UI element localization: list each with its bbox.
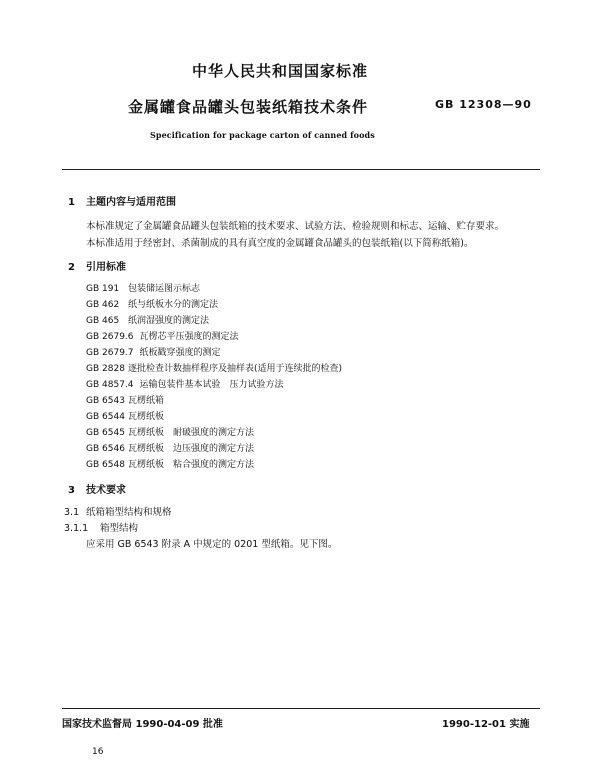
reference-code: GB 465	[86, 316, 120, 326]
section-1-number: 1	[68, 197, 75, 208]
subsection-3-1-title: 纸箱箱型结构和规格	[86, 507, 172, 518]
implementation-date: 1990-12-01 实施	[442, 719, 530, 730]
header-divider	[62, 169, 540, 170]
reference-title: 瓦楞纸箱	[128, 396, 165, 406]
section-2-title: 引用标准	[86, 262, 126, 273]
subsection-3-1-number: 3.1	[64, 507, 80, 518]
page-number: 16	[92, 747, 104, 757]
subsection-3-1-1-number: 3.1.1	[64, 523, 89, 534]
reference-code: GB 462	[86, 300, 120, 310]
reference-code: GB 2679.7	[86, 348, 134, 358]
section-2-number: 2	[68, 262, 75, 273]
section-1-paragraph-1: 本标准规定了金属罐食品罐头包装纸箱的技术要求、试验方法、检验规则和标志、运输、贮存要求。	[86, 221, 505, 232]
section-1-title: 主题内容与适用范围	[86, 197, 176, 208]
reference-code: GB 6544	[86, 412, 125, 422]
section-2-heading	[68, 258, 126, 273]
reference-item	[86, 377, 284, 390]
reference-item	[86, 457, 254, 470]
reference-code: GB 191	[86, 284, 120, 294]
reference-item	[86, 425, 254, 438]
section-3-heading	[68, 481, 126, 496]
reference-title: 包装储运图示标志	[128, 284, 201, 294]
reference-title: 瓦楞纸板 边压强度的测定方法	[128, 444, 255, 454]
reference-code: GB 4857.4	[86, 380, 134, 390]
reference-code: GB 6546	[86, 444, 125, 454]
reference-code: GB 6545	[86, 428, 125, 438]
subsection-3-1-1-heading	[64, 520, 138, 534]
standard-code: GB 12308—90	[435, 98, 532, 111]
reference-item	[86, 409, 164, 422]
reference-title: 瓦楞纸板	[128, 412, 165, 422]
section-1-paragraph-2: 本标准适用于经密封、杀菌制成的具有真空度的金属罐食品罐头的包装纸箱(以下简称纸箱)。	[86, 238, 474, 249]
reference-title: 纸润湿强度的测定法	[128, 316, 210, 326]
reference-item	[86, 297, 218, 310]
reference-title: 瓦楞纸板 粘合强度的测定方法	[128, 460, 255, 470]
reference-title: 瓦楞纸板 耐破强度的测定方法	[128, 428, 255, 438]
reference-title: 纸与纸板水分的测定法	[128, 300, 219, 310]
reference-code: GB 6543	[86, 396, 125, 406]
reference-code: GB 2828	[86, 364, 125, 374]
reference-title: 瓦楞芯平压强度的测定法	[139, 332, 239, 342]
reference-item	[86, 281, 200, 294]
reference-item	[86, 345, 221, 358]
reference-item	[86, 441, 254, 454]
reference-item	[86, 393, 164, 406]
reference-code: GB 6548	[86, 460, 125, 470]
reference-title: 运输包装件基本试验 压力试验方法	[139, 380, 284, 390]
section-1-heading	[68, 193, 176, 208]
footer-divider	[62, 708, 540, 709]
reference-item	[86, 313, 209, 326]
subsection-3-1-heading	[64, 504, 172, 518]
subsection-3-1-1-title: 箱型结构	[100, 523, 139, 534]
english-title: Specification for package carton of canned foods	[150, 130, 375, 140]
reference-title: 纸板戳穿强度的测定	[139, 348, 221, 358]
section-3-title: 技术要求	[86, 485, 126, 496]
section-3-number: 3	[68, 485, 75, 496]
reference-title: 逐批检查计数抽样程序及抽样表(适用于连续批的检查)	[128, 364, 343, 374]
approval-date: 国家技术监督局 1990-04-09 批准	[62, 719, 223, 730]
subsection-3-1-1-paragraph: 应采用 GB 6543 附录 A 中规定的 0201 型纸箱。见下图。	[86, 539, 338, 550]
reference-item	[86, 361, 342, 374]
reference-code: GB 2679.6	[86, 332, 134, 342]
reference-item	[86, 329, 239, 342]
document-title: 金属罐食品罐头包装纸箱技术条件	[128, 98, 369, 116]
national-standard-heading: 中华人民共和国国家标准	[191, 62, 368, 80]
